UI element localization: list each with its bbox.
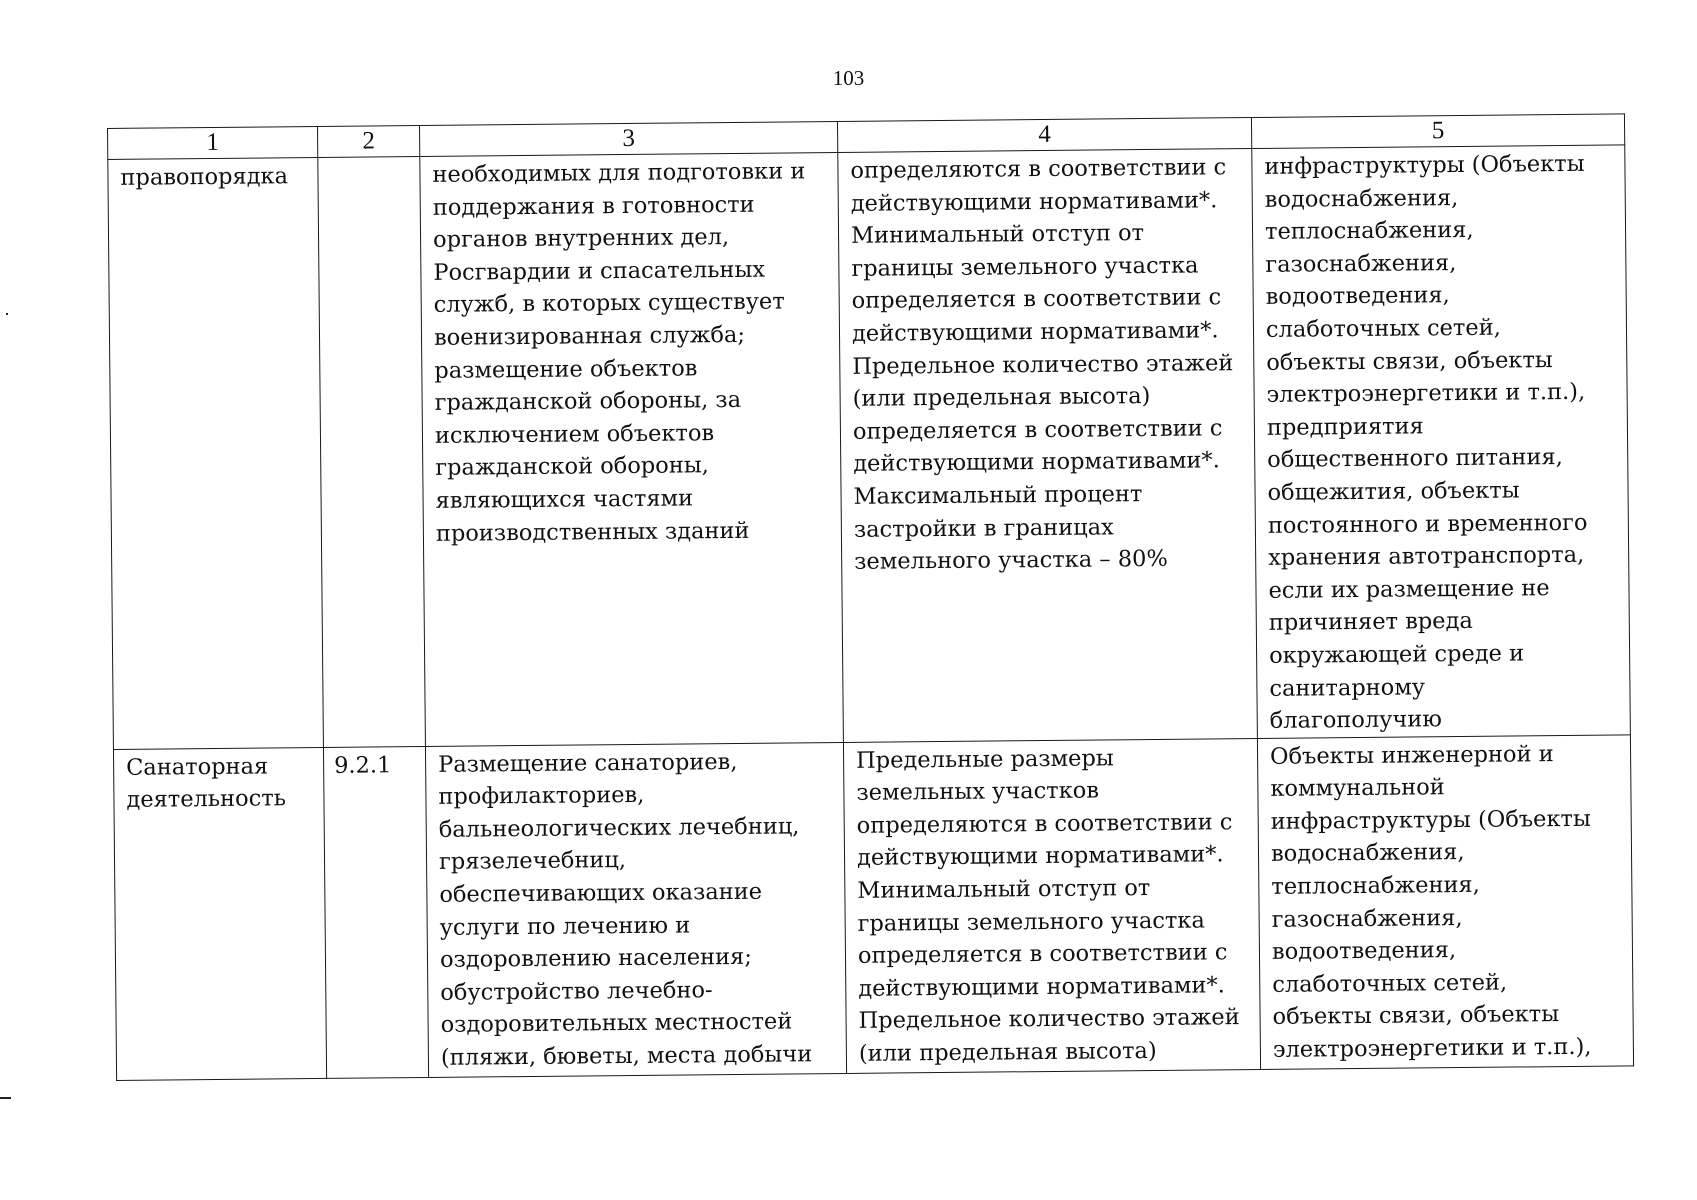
table-cell xyxy=(318,156,426,747)
regulations-table xyxy=(107,113,1634,1080)
table-cell xyxy=(843,738,1260,1073)
table-cell xyxy=(838,149,1258,743)
table-cell xyxy=(1257,735,1633,1070)
column-header-3: 3 xyxy=(419,121,837,156)
column-header-2: 2 xyxy=(317,126,419,158)
column-header-4: 4 xyxy=(837,118,1251,153)
table-cell xyxy=(323,746,428,1078)
table-cell xyxy=(1252,145,1631,738)
table-cell xyxy=(425,742,846,1077)
column-header-5: 5 xyxy=(1251,114,1624,149)
table-cell xyxy=(113,747,326,1080)
scan-mark-dash xyxy=(0,1097,11,1099)
table-row xyxy=(108,145,1631,749)
use-type-description: необходимых для подготовки и поддержания в готовности органов внутренних дел, Росгвардии и спасательных служб, в которых существует военизированная служба; размещение объектов гражданской обороны, за исключением объектов гражданской обороны, являющихся частями производственных зданий xyxy=(432,158,806,547)
table-row xyxy=(113,735,1633,1081)
use-type-code xyxy=(318,157,419,160)
column-header-1: 1 xyxy=(108,126,318,159)
use-type-name: Санаторная деятельность xyxy=(126,753,287,814)
table-cell xyxy=(420,152,844,746)
limit-parameters: Предельные размеры земельных участков определяются в соответствии с действующими нормативами*. Минимальный отступ от границы земельного участка определяется в соответствии с действующими нормативами*. Предельное количество этажей (или предельная высота) xyxy=(855,745,1240,1067)
scan-mark-dot xyxy=(6,313,8,315)
use-type-description: Размещение санаториев, профилакториев, бальнеологических лечебниц, грязелечебниц, обеспечивающих оказание услуги по лечению и оздоровлению населения; обустройство лечебно- оздоровительных местностей (пляжи, бюветы, места добычи xyxy=(438,748,813,1071)
table-cell xyxy=(108,157,324,749)
auxiliary-uses: Объекты инженерной и коммунальной инфраструктуры (Объекты водоснабжения, теплоснабжения, газоснабжения, водоотведения, слаботочных сетей, объекты связи, объекты электроэнергетики и т.п.), xyxy=(1269,740,1592,1063)
use-type-name: правопорядка xyxy=(120,163,289,191)
auxiliary-uses: инфраструктуры (Объекты водоснабжения, теплоснабжения, газоснабжения, водоотведения, слаботочных сетей, объекты связи, объекты электроэнергетики и т.п.), предприятия общественного питания, общежития, объекты постоянного и временного хранения автотранспорта, если их размещение не причиняет вреда окружающей среде и санитарному благополучию xyxy=(1264,150,1588,734)
page-number: 103 xyxy=(832,66,865,90)
use-type-code: 9.2.1 xyxy=(334,751,392,779)
limit-parameters: определяются в соответствии с действующими нормативами*. Минимальный отступ от границы земельного участка определяется в соответствии с действующими нормативами*. Предельное количество этажей (или предельная высота) определяется в соответствии с действующими нормативами*. Максимальный процент застройки в границах земельного участка – 80% xyxy=(850,154,1234,575)
